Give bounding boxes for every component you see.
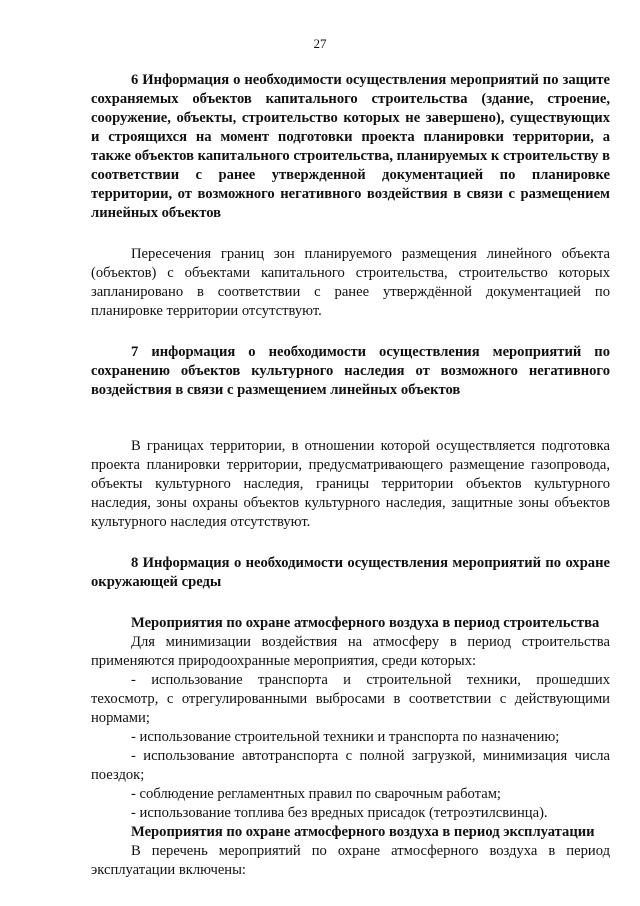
section-7-paragraph: В границах территории, в отношении которой осуществляется подготовка проекта планировки территории, предусматривающего размещение газопровода, объекты культурного наследия, границы территории объектов культурного наследия, зоны охраны объектов культурного наследия, защитные зоны объектов культурного наследия отсутствуют. xyxy=(91,438,610,530)
list-item: - использование строительной техники и транспорта по назначению; xyxy=(131,729,560,745)
operation-intro: В перечень мероприятий по охране атмосферного воздуха в период эксплуатации включены: xyxy=(91,843,610,878)
list-item: - соблюдение регламентных правил по сварочным работам; xyxy=(131,786,501,802)
list-item: - использование автотранспорта с полной загрузкой, минимизация числа поездок; xyxy=(91,748,610,783)
document-body xyxy=(91,71,610,880)
section-6-paragraph: Пересечения границ зон планируемого размещения линейного объекта (объектов) с объектами капитального строительства, строительство которых запланировано в соответствии с ранее утверждённой документацией по планировке территории отсутствуют. xyxy=(91,246,610,319)
operation-subheading: Мероприятия по охране атмосферного воздуха в период эксплуатации xyxy=(131,824,595,840)
list-item: - использование транспорта и строительной техники, прошедших техосмотр, с отрегулированными выбросами в соответствии с действующими нормами; xyxy=(91,672,610,726)
section-7-heading: 7 информация о необходимости осуществления мероприятий по сохранению объектов культурного наследия от возможного негативного воздействия в связи с размещением линейных объектов xyxy=(91,344,610,398)
section-6-heading: 6 Информация о необходимости осуществления мероприятий по защите сохраняемых объектов капитального строительства (здание, строение, сооружение, объекты, строительство которых не завершено), существующих и строящихся на момент подготовки проекта планировки территории, а также объектов капитального строительства, планируемых к строительству в соответствии с ранее утвержденной документацией по планировке территории, от возможного негативного воздействия в связи с размещением линейных объектов xyxy=(91,72,610,221)
page-number: 27 xyxy=(313,36,327,51)
list-item: - использование топлива без вредных присадок (тетроэтилсвинца). xyxy=(131,805,548,821)
construction-intro: Для минимизации воздействия на атмосферу в период строительства применяются природоохранные мероприятия, среди которых: xyxy=(91,634,610,669)
section-8-heading: 8 Информация о необходимости осуществления мероприятий по охране окружающей среды xyxy=(91,555,610,590)
construction-subheading: Мероприятия по охране атмосферного воздуха в период строительства xyxy=(131,615,600,631)
